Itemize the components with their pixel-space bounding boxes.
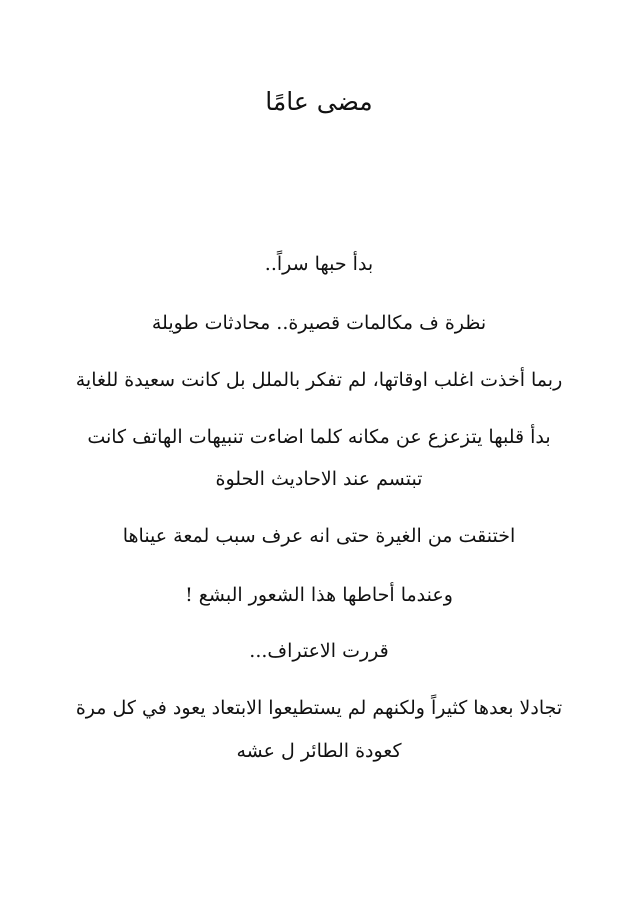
poem-line-4: بدأ قلبها يتزعزع عن مكانه كلما اضاءت تنبيهات الهاتف كانت bbox=[87, 426, 551, 448]
poem-line-7: وعندما أحاطها هذا الشعور البشع ! bbox=[185, 584, 453, 606]
poem-line-10: كعودة الطائر ل عشه bbox=[236, 740, 402, 762]
poem-line-8: قررت الاعتراف... bbox=[249, 640, 389, 662]
poem-line-5: تبتسم عند الاحاديث الحلوة bbox=[215, 468, 423, 490]
poem-line-9: تجادلا بعدها كثيراً ولكنهم لم يستطيعوا الابتعاد يعود في كل مرة bbox=[75, 697, 563, 719]
page-title: مضى عامًا bbox=[265, 87, 373, 116]
poem-line-6: اختنقت من الغيرة حتى انه عرف سبب لمعة عيناها bbox=[122, 525, 516, 547]
poem-line-2: نظرة ف مكالمات قصيرة.. محادثات طويلة bbox=[151, 312, 487, 334]
poem-line-1: بدأ حبها سراً.. bbox=[264, 253, 374, 275]
poem-line-3: ربما أخذت اغلب اوقاتها، لم تفكر بالملل بل كانت سعيدة للغاية bbox=[75, 369, 563, 391]
